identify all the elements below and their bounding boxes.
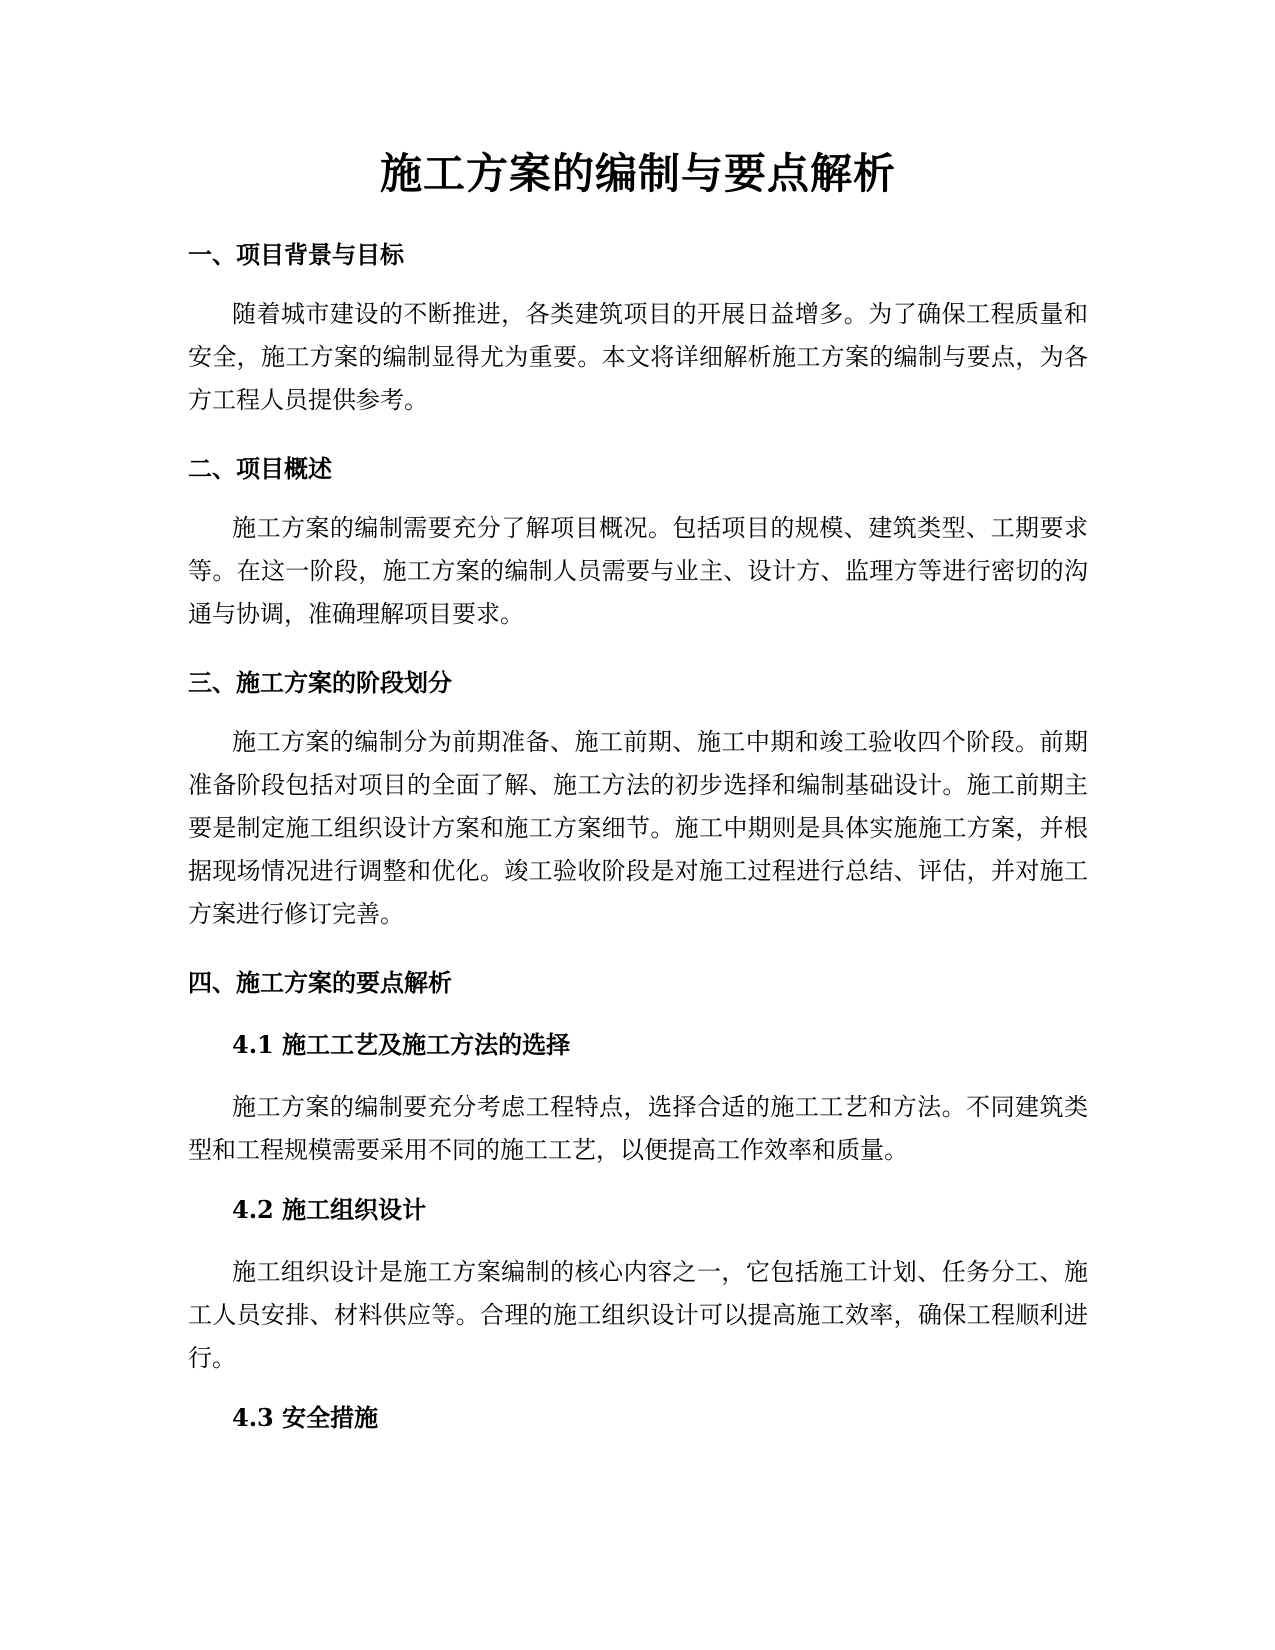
section-paragraph-overview: 施工方案的编制需要充分了解项目概况。包括项目的规模、建筑类型、工期要求等。在这一阶段，施工方案的编制人员需要与业主、设计方、监理方等进行密切的沟通与协调，准确理解项目要求。 xyxy=(188,514,1088,628)
subsection-heading-process: 4.1 施工工艺及施工方法的选择 xyxy=(232,1030,571,1059)
section-heading-key-points: 四、施工方案的要点解析 xyxy=(188,969,452,997)
document-title: 施工方案的编制与要点解析 xyxy=(379,149,896,198)
subsection-heading-organization: 4.2 施工组织设计 xyxy=(232,1195,427,1224)
subsection-heading-safety: 4.3 安全措施 xyxy=(232,1403,379,1432)
section-heading-overview: 二、项目概述 xyxy=(188,455,332,483)
section-paragraph-phases: 施工方案的编制分为前期准备、施工前期、施工中期和竣工验收四个阶段。前期准备阶段包括对项目的全面了解、施工方法的初步选择和编制基础设计。施工前期主要是制定施工组织设计方案和施工方案细节。施工中期则是具体实施施工方案，并根据现场情况进行调整和优化。竣工验收阶段是对施工过程进行总结、评估，并对施工方案进行修订完善。 xyxy=(188,728,1088,928)
subsection-paragraph-process: 施工方案的编制要充分考虑工程特点，选择合适的施工工艺和方法。不同建筑类型和工程规模需要采用不同的施工工艺，以便提高工作效率和质量。 xyxy=(188,1093,1088,1164)
document-body xyxy=(188,146,1088,1435)
section-heading-phases: 三、施工方案的阶段划分 xyxy=(188,669,452,697)
section-paragraph-background: 随着城市建设的不断推进，各类建筑项目的开展日益增多。为了确保工程质量和安全，施工方案的编制显得尤为重要。本文将详细解析施工方案的编制与要点，为各方工程人员提供参考。 xyxy=(188,300,1088,414)
section-heading-background: 一、项目背景与目标 xyxy=(188,241,404,269)
subsection-paragraph-organization: 施工组织设计是施工方案编制的核心内容之一，它包括施工计划、任务分工、施工人员安排、材料供应等。合理的施工组织设计可以提高施工效率，确保工程顺利进行。 xyxy=(188,1258,1088,1372)
